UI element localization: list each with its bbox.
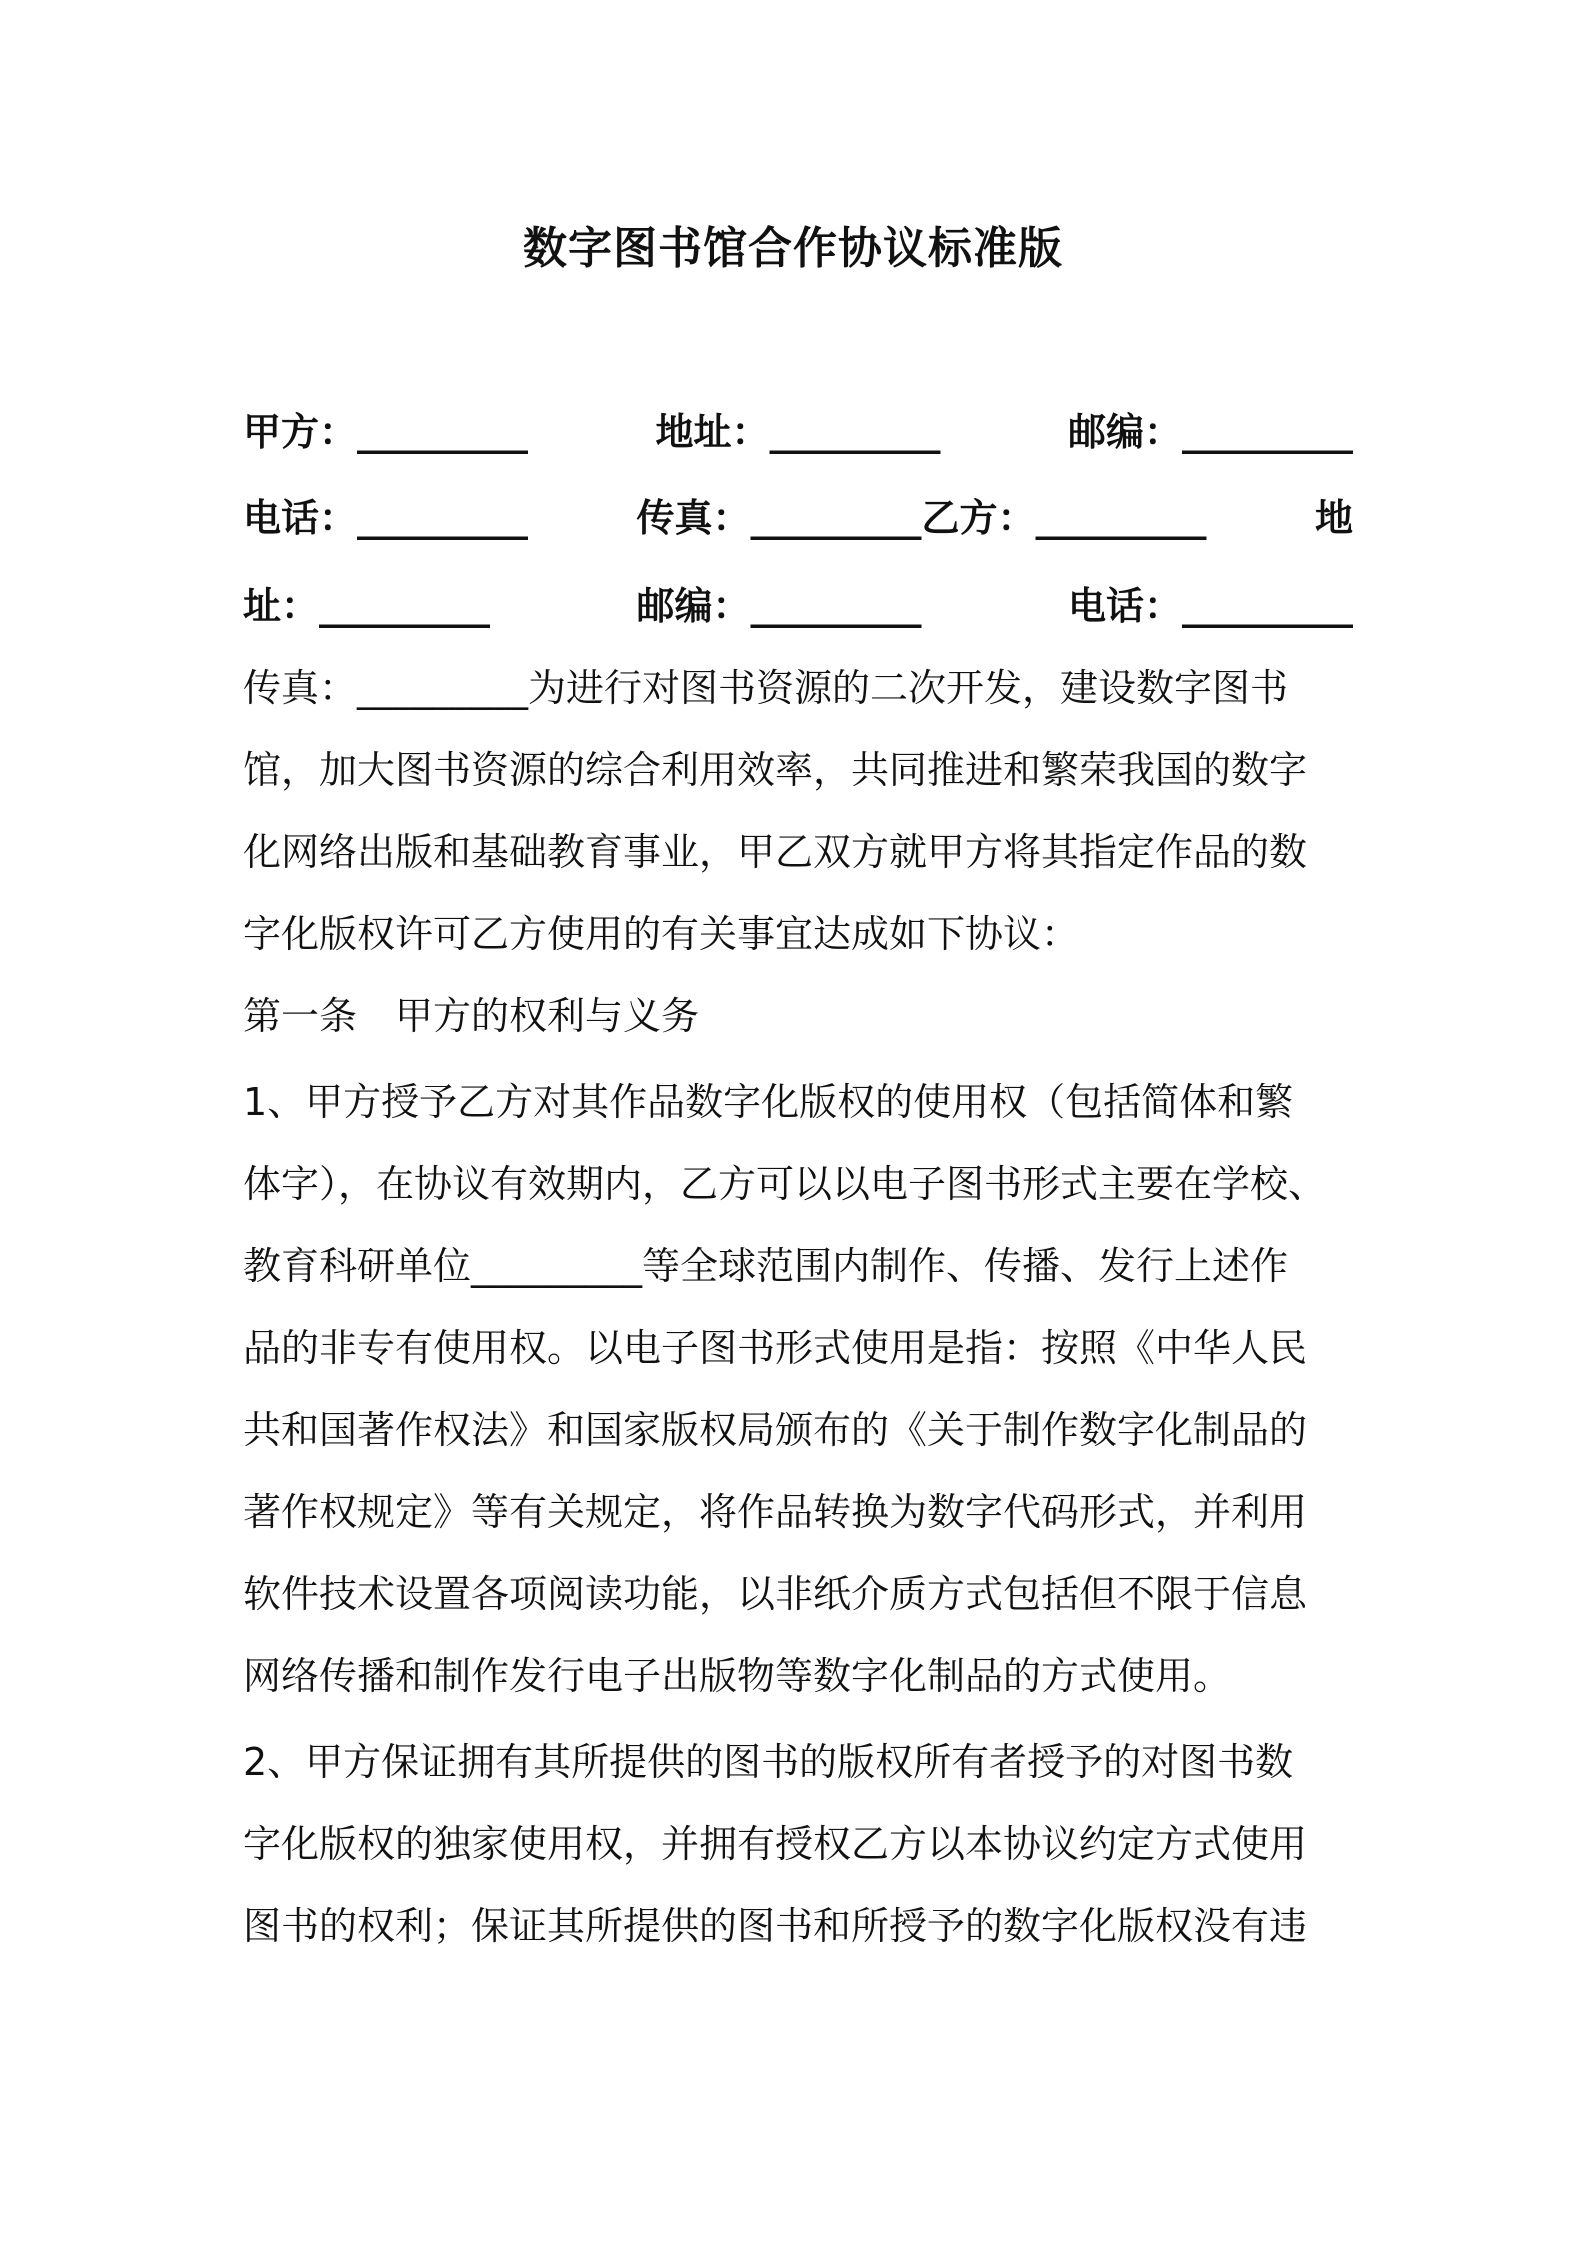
paragraph-line: 软件技术设置各项阅读功能，以非纸介质方式包括但不限于信息	[243, 1572, 1308, 1616]
paragraph-line: 1、甲方授予乙方对其作品数字化版权的使用权（包括简体和繁	[243, 1080, 1294, 1124]
paragraph-line: 网络传播和制作发行电子出版物等数字化制品的方式使用。	[243, 1654, 1232, 1698]
paragraph-line: 传真：_________为进行对图书资源的二次开发，建设数字图书	[243, 666, 1289, 710]
party-a-address-field: 地址：_________	[655, 410, 941, 454]
paragraph-line: 馆，加大图书资源的综合利用效率，共同推进和繁荣我国的数字	[243, 748, 1308, 792]
party-a-name-field: 甲方：_________	[243, 410, 529, 454]
party-a-fax-party-b-field: 传真：_________乙方：_________	[636, 496, 1207, 540]
party-contact-line	[243, 494, 1353, 542]
paragraph-line: 图书的权利；保证其所提供的图书和所授予的数字化版权没有违	[243, 1904, 1308, 1948]
party-b-phone-field: 电话：_________	[1067, 584, 1353, 628]
paragraph-line: 教育科研单位_________等全球范围内制作、传播、发行上述作	[243, 1244, 1289, 1288]
party-a-phone-field: 电话：_________	[243, 496, 529, 540]
party-b-line	[243, 582, 1353, 630]
party-b-address-start: 地	[1314, 496, 1353, 540]
party-b-postcode-field: 邮编：_________	[636, 584, 922, 628]
paragraph-line: 字化版权许可乙方使用的有关事宜达成如下协议：	[243, 912, 1080, 956]
paragraph-line: 字化版权的独家使用权，并拥有授权乙方以本协议约定方式使用	[243, 1822, 1308, 1866]
paragraph-line: 体字），在协议有效期内，乙方可以以电子图书形式主要在学校、	[243, 1162, 1327, 1206]
party-a-postcode-field: 邮编：_________	[1067, 410, 1353, 454]
paragraph-line: 共和国著作权法》和国家版权局颁布的《关于制作数字化制品的	[243, 1408, 1308, 1452]
party-a-line	[243, 408, 1353, 456]
paragraph-line: 化网络出版和基础教育事业，甲乙双方就甲方将其指定作品的数	[243, 830, 1308, 874]
paragraph-line: 著作权规定》等有关规定，将作品转换为数字代码形式，并利用	[243, 1490, 1308, 1534]
document-title: 数字图书馆合作协议标准版	[523, 223, 1063, 274]
party-b-address-field: 址：_________	[243, 584, 491, 628]
paragraph-line: 品的非专有使用权。以电子图书形式使用是指：按照《中华人民	[243, 1326, 1308, 1370]
paragraph-line: 2、甲方保证拥有其所提供的图书的版权所有者授予的对图书数	[243, 1740, 1294, 1784]
section-heading: 第一条 甲方的权利与义务	[243, 994, 700, 1038]
